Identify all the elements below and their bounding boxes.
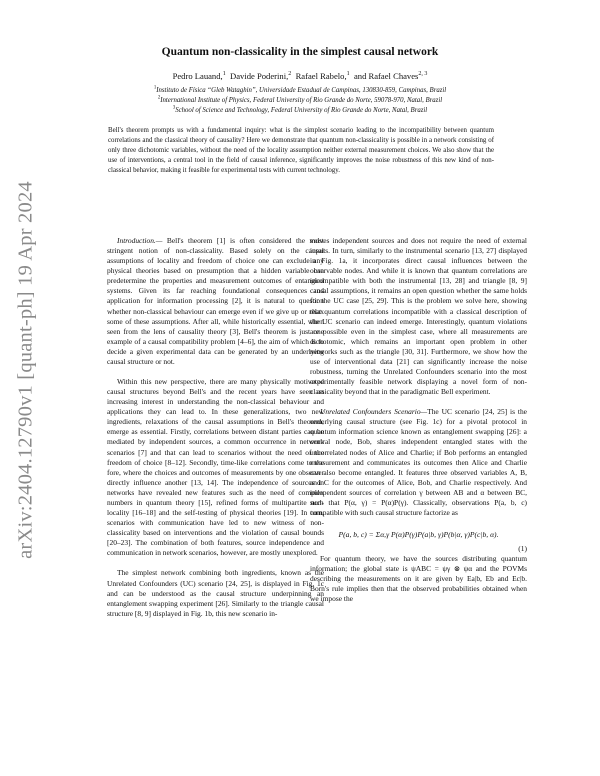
affiliation-line	[60, 86, 540, 96]
author-affil-mark: 2, 3	[418, 71, 428, 78]
author-affil-mark: 2	[288, 71, 292, 78]
left-column	[107, 236, 324, 619]
equation-expression: P(a, b, c) = Σα,γ P(α)P(γ)P(a|b, γ)P(b|α, γ)P(c|b, α).	[338, 530, 499, 540]
arxiv-identifier: arXiv:2404.12790v1 [quant-ph] 19 Apr 2024	[14, 181, 37, 559]
arxiv-sidebar	[8, 40, 44, 700]
equation-number: (1)	[518, 544, 527, 554]
author-name: Pedro Lauand,	[172, 71, 223, 81]
affiliation-mark: 1	[153, 85, 157, 91]
section-lead: Introduction.—	[117, 236, 163, 245]
affiliation-mark: 3	[172, 105, 176, 111]
paragraph-introduction	[107, 236, 324, 367]
section-lead: Unrelated Confounders Scenario—	[320, 407, 428, 417]
paper-title: Quantum non-classicality in the simplest causal network	[161, 46, 439, 58]
author-name: Rafael Rabelo,	[295, 71, 347, 81]
affiliation-line	[60, 106, 540, 116]
author-name: Davide Poderini,	[230, 71, 289, 81]
author-list	[60, 71, 540, 81]
affiliations	[60, 86, 540, 116]
paragraph: volves independent sources and does not require the need of external inputs. In turn, similarly to the instrumental scenario [13, 27] displayed in Fig. 1a, it incorporates direct causal influences between the observable nodes. And while it is known that quantum correlations are incompatible with both the instrumental [13, 28] and triangle [8, 9] causal assumptions, it remains an open question whether the same holds for the UC case [25, 29]. This is the problem we solve here, showing that quantum correlations incompatible with a classical description of the UC scenario can indeed emerge. Interestingly, quantum violations are possible even in the simplest case, where all measurements are dichotomic, which remains an important open problem in other networks such as the triangle [30, 31]. Furthermore, we show how the use of interventional data [21] can significantly increase the noise robustness, turning the Unrelated Confounders scenario into the most experimentally feasible network displaying a novel form of non-classicality beyond that in the paradigmatic Bell experiment.	[310, 236, 527, 397]
right-column	[310, 236, 527, 605]
affiliation-text: Instituto de Física “Gleb Wataghin”, Universidade Estadual de Campinas, 130830-859, Campinas, Brazil	[156, 87, 447, 94]
affiliation-text: International Institute of Physics, Federal University of Rio Grande do Norte, 59078-970, Natal, Brazil	[160, 97, 443, 104]
paragraph: The simplest network combining both ingredients, known as the Unrelated Confounders (UC) scenario [24, 25], is displayed in Fig. 1c and can be understood as the causal structure underpinning an entanglement swapping experiment [26]. Similarly to the triangle causal structure [8, 9] displayed in Fig. 1b, this new scenario in-	[107, 568, 324, 618]
paragraph: For quantum theory, we have the sources distributing quantum information; the global state is ψABC = ψγ ⊗ ψα and the POVMs describing the measurements on it are given by Ea|b, Eb and Ec|b. Born's rule implies then that the observed probabilities obtained when we impose the	[310, 554, 527, 604]
abstract: Bell's theorem prompts us with a fundamental inquiry: what is the simplest scenario leading to the incompatibility between quantum correlations and the classical theory of causality? Here we demonstrate that quantum non-classicality is possible in a network consisting of only three dichotomic variables, without the need of the locality assumption neither external measurement choices. We also show that the use of interventions, a central tool in the field of causal inference, significantly improves the noise robustness of this new kind of non-classical behavior, making it feasible for experimental tests with current technology.	[108, 127, 494, 175]
paragraph-text: The UC scenario [24, 25] is the underlying causal structure (see Fig. 1c) for a pivotal protocol in quantum information science known as entanglement swapping [26]: a central node, Bob, shares independent entangled states with the uncorrelated nodes of Alice and Charlie; if Bob performs an entangled measurement and communicates its outcomes then Alice and Charlie can also become entangled. It features three observed variables A, B, and C for the outcomes of Alice, Bob, and Charlie respectively. And independent sources of correlation γ between AB and α between BC, such that P(α, γ) = P(α)P(γ). Classically, observations P(a, b, c) compatible with such causal structure factorize as	[310, 407, 527, 518]
paragraph-text: Bell's theorem [1] is often considered the most stringent notion of non-classicality. Based solely on the causal assumptions of locality and freedom of choice one can exclude any physical theories based on presumption that a hidden variable can predetermine the properties and measurement outcomes of entangled systems. Given its far reaching foundational consequences and application for information processing [2], it is natural to question whether non-classical behaviour can emerge even if we give up or relax some of these assumptions. After all, while historically essential, when seen from the lens of causality theory [3], Bell's theorem is just one example of a causal compatibility problem [4–6], the aim of which is to decide a given experimental data can be generated by an underlying causal structure or not.	[107, 236, 324, 366]
author-affil-mark: 1	[222, 71, 226, 78]
equation-1	[310, 522, 527, 552]
affiliation-line	[60, 96, 540, 106]
paragraph: Within this new perspective, there are many physically motivated causal structures beyond Bell's and the recent years have seen an increasing interest in understanding the non-classical behaviour and applications they can lead to. In these generalizations, two new ingredients, relaxations of the causal assumptions in Bell's theorem, emerge as essential. Firstly, correlations between distant parties can be mediated by independent sources, a common occurrence in network scenarios [7] and that can lead to scenarios without the need of the freedom of choice [8–12]. Secondly, time-like correlations come to the fore, where the choices and outcomes of measurements by one observer directly influence another [13, 14]. The independence of sources in networks have revealed new features such as the need of complex numbers in quantum theory [15], refined forms of multipartite non-locality [16–18] and the self-testing of physical theories [19]. In turn, scenarios with communication have led to new witness of non-classicality based on interventions and the violation of causal bounds [20–23]. The combination of both features, source independence and communication in network scenarios, however, are mostly unexplored.	[107, 377, 324, 558]
affiliation-mark: 2	[157, 95, 161, 101]
affiliation-text: School of Science and Technology, Federal University of Rio Grande do Norte, Natal, Brazil	[175, 107, 428, 114]
author-name: and Rafael Chaves	[353, 71, 419, 81]
paragraph-uc-scenario	[310, 407, 527, 518]
author-affil-mark: 1	[346, 71, 350, 78]
